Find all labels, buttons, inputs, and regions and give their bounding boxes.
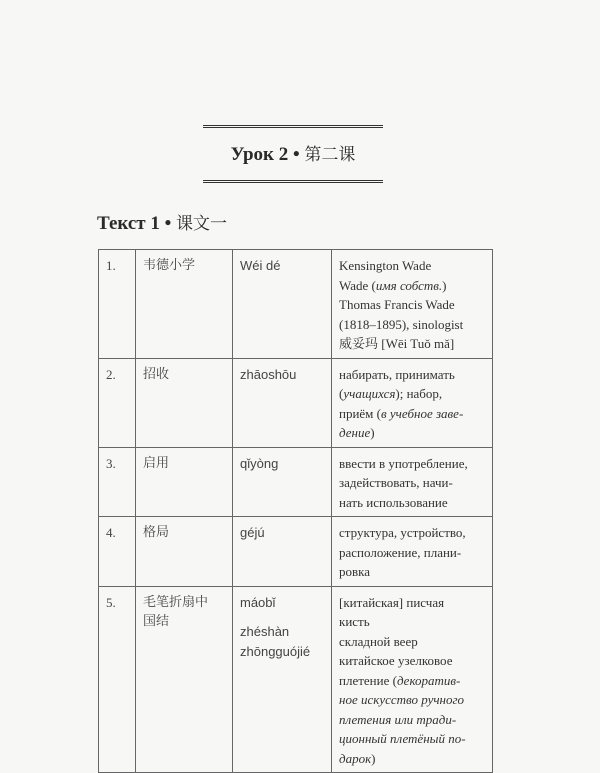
entry-number: 2. — [99, 358, 136, 447]
table-row — [99, 447, 493, 517]
translation-line: (1818–1895), sinologist — [339, 316, 464, 332]
entry-number: 3. — [99, 447, 136, 517]
entry-word: 格局 — [136, 517, 233, 587]
lesson-title-ru: Урок 2 — [230, 144, 289, 165]
header-rule-bottom — [203, 180, 383, 183]
entry-translation — [332, 517, 493, 587]
translation-line: ровка — [339, 564, 371, 579]
translation-line: плетение (декоратив- — [339, 672, 461, 688]
translation-line: структура, устройство, — [339, 525, 466, 540]
table-row — [99, 517, 493, 587]
entry-pinyin — [233, 250, 332, 359]
entry-translation — [332, 250, 493, 359]
translation-line: кисть — [339, 614, 370, 629]
pinyin-line: zhōngguójié — [240, 643, 311, 659]
vocabulary-table — [98, 249, 493, 773]
translation-line: набирать, принимать — [339, 366, 455, 382]
entry-word — [136, 586, 233, 773]
translation-line: ное искусство ручного — [339, 692, 465, 707]
lesson-title — [203, 144, 383, 166]
translation-line: складной веер — [339, 633, 418, 649]
translation-line: ционный плетёный по- — [339, 731, 466, 746]
entry-pinyin — [233, 358, 332, 447]
lesson-header — [203, 125, 383, 183]
text-heading-ru: Текст 1 — [97, 213, 160, 234]
entry-number: 1. — [99, 250, 136, 359]
header-rule-top — [203, 125, 383, 128]
word-line: 毛笔折扇中 — [143, 594, 209, 610]
pinyin-line: géjú — [240, 525, 265, 540]
translation-line: ввести в употребление, — [339, 455, 468, 471]
translation-line: приём (в учебное заве- — [339, 405, 464, 421]
text-heading-bullet: • — [164, 213, 172, 234]
translation-line: Kensington Wade — [339, 258, 432, 273]
translation-line: Thomas Francis Wade — [339, 297, 455, 312]
text-heading-cn: 课文一 — [176, 214, 228, 234]
entry-pinyin — [233, 447, 332, 517]
pinyin-line: qǐyòng — [240, 455, 279, 471]
translation-line: нать использование — [339, 494, 448, 510]
entry-translation — [332, 447, 493, 517]
translation-line: расположение, плани- — [339, 544, 462, 560]
entry-pinyin — [233, 586, 332, 773]
entry-word: 招收 — [136, 358, 233, 447]
translation-line: Wade (имя собств.) — [339, 277, 447, 293]
entry-translation — [332, 358, 493, 447]
translation-line: [китайская] писчая — [339, 594, 445, 610]
translation-line: дарок) — [339, 750, 376, 766]
translation-line: (учащихся); набор, — [339, 386, 443, 401]
lesson-title-cn: 第二课 — [304, 145, 356, 165]
translation-line: дение) — [339, 425, 375, 440]
entry-number: 4. — [99, 517, 136, 587]
pinyin-line: zhéshàn — [240, 624, 290, 639]
entry-word: 启用 — [136, 447, 233, 517]
pinyin-spacer — [240, 612, 326, 622]
pinyin-line: zhāoshōu — [240, 366, 297, 382]
entry-translation — [332, 586, 493, 773]
table-row — [99, 358, 493, 447]
entry-word: 韦德小学 — [136, 250, 233, 359]
word-line: 国结 — [143, 614, 170, 629]
entry-number: 5. — [99, 586, 136, 773]
translation-line: плетения или тради- — [339, 711, 457, 727]
pinyin-line: máobǐ — [240, 594, 276, 610]
translation-line: задействовать, начи- — [339, 475, 453, 490]
translation-line: китайское узелковое — [339, 653, 453, 668]
lesson-title-bullet: • — [293, 144, 300, 165]
text-heading — [97, 209, 227, 235]
table-row — [99, 250, 493, 359]
entry-pinyin — [233, 517, 332, 587]
translation-line: 威妥玛 [Wēi Tuǒ mǎ] — [339, 336, 455, 351]
pinyin-line: Wéi dé — [240, 258, 281, 273]
table-row — [99, 586, 493, 773]
